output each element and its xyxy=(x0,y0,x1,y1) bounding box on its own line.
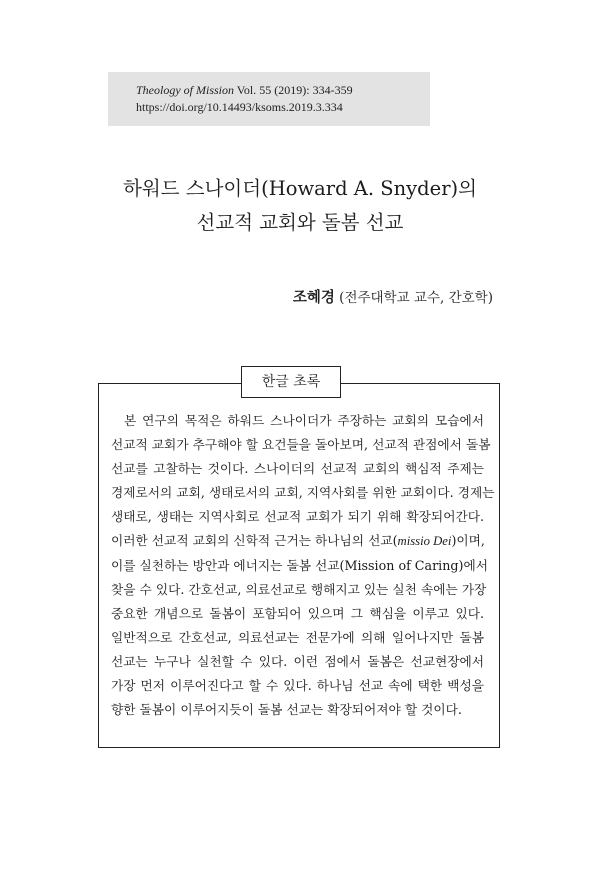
abstract-line-part: 이러한 선교적 교회의 신학적 근거는 하나님의 선교( xyxy=(111,533,398,549)
title-line-1: 하워드 스나이더(Howard A. Snyder)의 xyxy=(123,177,477,200)
journal-header xyxy=(108,72,430,126)
abstract-line: 선교는 누구나 실천할 수 있다. 이런 점에서 돌봄은 선교현장에서 xyxy=(111,653,484,669)
doi-link[interactable]: https://doi.org/10.14493/ksoms.2019.3.334 xyxy=(136,100,343,114)
abstract-line: 경제로서의 교회, 생태로서의 교회, 지역사회를 위한 교회이다. 경제는 xyxy=(111,485,495,501)
abstract-line: 본 연구의 목적은 하워드 스나이더가 주장하는 교회의 모습에서 xyxy=(124,413,484,428)
abstract-label: 한글 초록 xyxy=(241,366,341,398)
abstract-line: 가장 먼저 이루어진다고 할 수 있다. 하나님 선교 속에 택한 백성을 xyxy=(111,678,484,694)
title-line-2: 선교적 교회와 돌봄 선교 xyxy=(196,211,404,234)
author-affiliation: (전주대학교 교수, 간호학) xyxy=(339,290,493,306)
abstract-line: 생태로, 생태는 지역사회로 선교적 교회가 되기 위해 확장되어간다. xyxy=(111,509,484,525)
abstract-line: 일반적으로 간호선교, 의료선교는 전문가에 의해 일어나지만 돌봄 xyxy=(111,629,484,645)
author-line xyxy=(293,286,493,307)
missio-dei-term: missio Dei xyxy=(397,534,452,549)
journal-volume: Vol. 55 (2019): 334-359 xyxy=(236,83,353,97)
journal-name: Theology of Mission xyxy=(136,83,234,97)
abstract-line: 이를 실천하는 방안과 에너지는 돌봄 선교(Mission of Caring)에서 xyxy=(111,557,488,573)
abstract-line: 향한 돌봄이 이루어지듯이 돌봄 선교는 확장되어져야 할 것이다. xyxy=(111,702,462,718)
author-name: 조혜경 xyxy=(292,289,335,306)
paper-title xyxy=(0,172,600,240)
abstract-body xyxy=(111,409,495,722)
abstract-line: 선교를 고찰하는 것이다. 스나이더의 선교적 교회의 핵심적 주제는 xyxy=(111,461,484,477)
journal-citation xyxy=(136,82,430,99)
abstract-line-missio xyxy=(111,529,484,553)
abstract-line-part: )이며, xyxy=(451,533,485,549)
abstract-line: 선교적 교회가 추구해야 할 요건들을 돌아보며, 선교적 관점에서 돌봄 xyxy=(111,437,491,453)
abstract-line: 찾을 수 있다. 간호선교, 의료선교로 행해지고 있는 실천 속에는 가장 xyxy=(111,581,487,597)
abstract-line: 중요한 개념으로 돌봄이 포함되어 있으며 그 핵심을 이루고 있다. xyxy=(111,605,484,621)
